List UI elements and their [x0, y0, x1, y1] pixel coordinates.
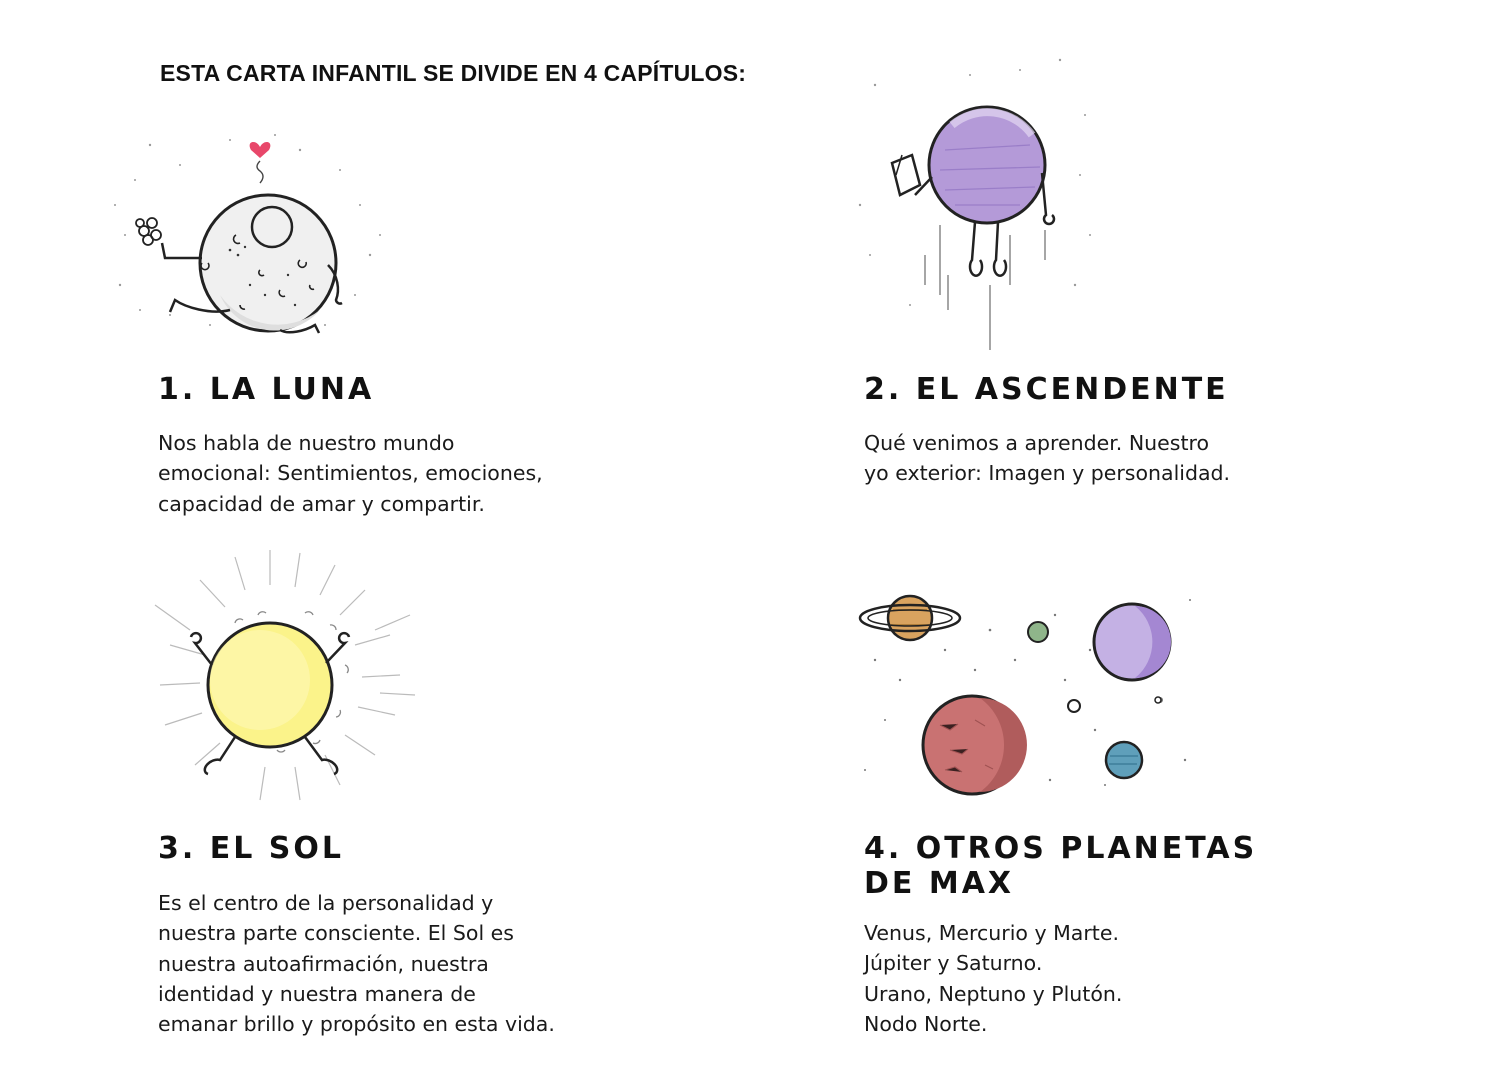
chapter-4-title-line: DE MAX [864, 866, 1015, 901]
chapter-1-desc-line: capacidad de amar y compartir. [158, 491, 485, 516]
chapter-4-desc-line: Venus, Mercurio y Marte. [864, 921, 1119, 945]
chapter-3-desc-line: nuestra parte consciente. El Sol es [158, 921, 514, 946]
page-title: ESTA CARTA INFANTIL SE DIVIDE EN 4 CAPÍTULOS: [160, 60, 747, 86]
chapter-2-title-line: 2. EL ASCENDENTE [864, 372, 1229, 407]
chapter-3-desc-line: nuestra autoafirmación, nuestra [158, 951, 489, 976]
chapter-1-desc-line: Nos habla de nuestro mundo [158, 431, 455, 455]
chapter-3-desc-line: Es el centro de la personalidad y [158, 891, 494, 915]
chapter-4-desc-line: Urano, Neptuno y Plutón. [864, 981, 1123, 1006]
chapter-2-desc-line: yo exterior: Imagen y personalidad. [864, 461, 1231, 486]
chapter-3-title-line: 3. EL SOL [158, 831, 344, 866]
chapter-1-title [158, 372, 374, 407]
chapter-2-title [864, 372, 1229, 407]
chapter-4-description [864, 918, 1122, 1039]
chapter-4-title-line: 4. OTROS PLANETAS [864, 831, 1258, 866]
moon-character-icon [110, 125, 390, 350]
chapter-4-desc-line: Júpiter y Saturno. [864, 951, 1043, 976]
purple-planet-reading-icon [850, 55, 1100, 355]
chapter-4-desc-line: Nodo Norte. [864, 1011, 988, 1036]
chapter-1-title-line: 1. LA LUNA [158, 372, 375, 407]
chapter-1-description [158, 428, 543, 519]
chapter-3-desc-line: identidad y nuestra manera de [158, 981, 476, 1006]
chapter-3-desc-line: emanar brillo y propósito en esta vida. [158, 1012, 555, 1037]
chapter-3-title [158, 831, 344, 866]
chapter-4-title [864, 831, 1257, 901]
sun-character-icon [140, 545, 430, 815]
chapter-1-desc-line: emocional: Sentimientos, emociones, [158, 461, 543, 486]
chapter-2-desc-line: Qué venimos a aprender. Nuestro [864, 431, 1210, 455]
chapter-3-description [158, 888, 555, 1039]
chapter-2-description [864, 428, 1230, 489]
planets-group-icon [855, 570, 1205, 810]
